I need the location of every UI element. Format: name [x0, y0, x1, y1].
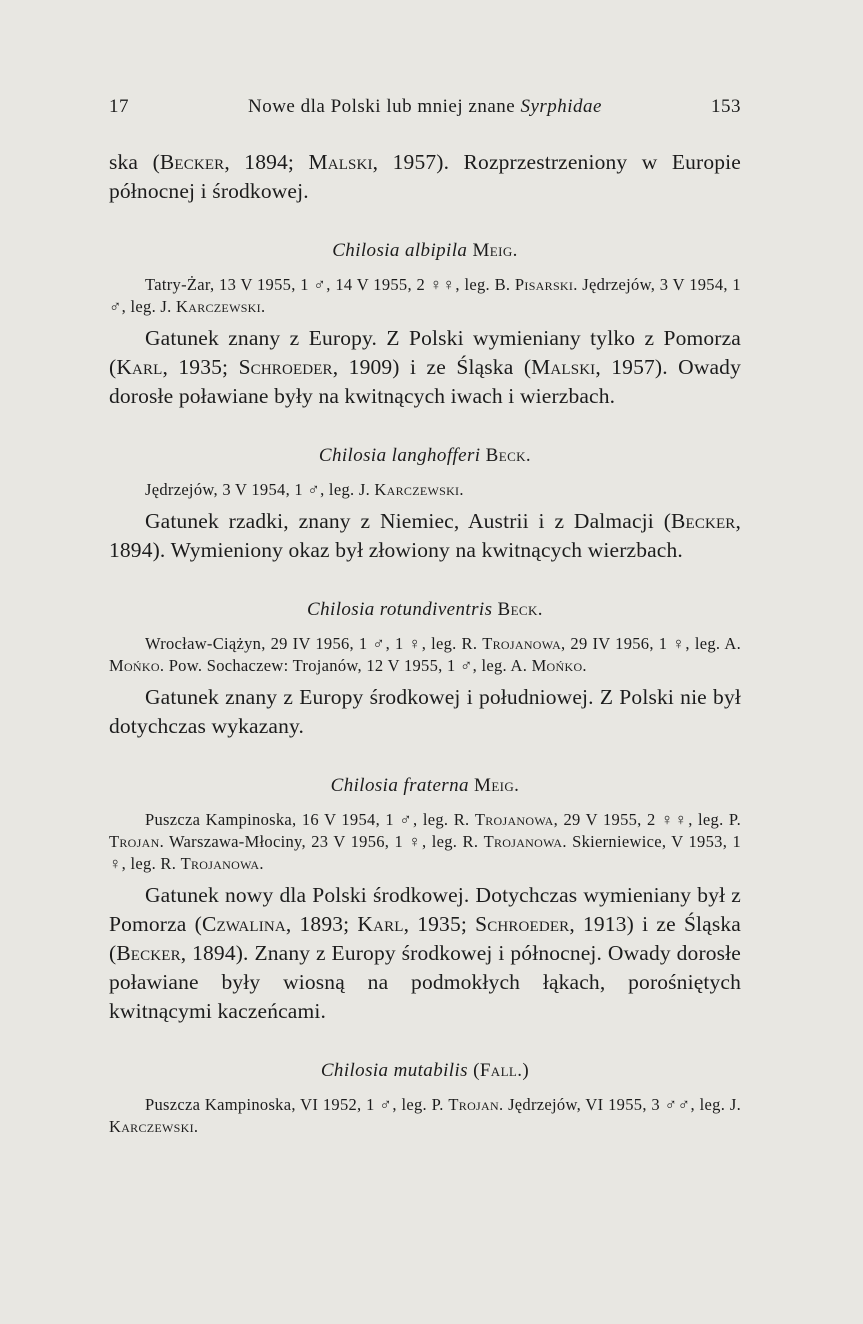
species-heading-fraterna: Chilosia fraterna Meig.	[330, 775, 520, 796]
header-left-number: 17	[109, 96, 129, 117]
author-ref: Malski	[308, 150, 373, 174]
species-heading-langhofferi: Chilosia langhofferi Beck.	[318, 445, 532, 466]
species-heading-rotundiventris: Chilosia rotundiventris Beck.	[307, 599, 543, 620]
specimen-record-langhofferi: Jędrzejów, 3 V 1954, 1 ♂, leg. J. Karczewski.	[145, 480, 464, 499]
running-header	[109, 96, 741, 126]
species-note-rotundiventris: Gatunek znany z Europy środkowej i południowej. Z Polski nie był dotychczas wykazany.	[109, 685, 741, 738]
page-number: 153	[711, 96, 741, 117]
species-note-fraterna: Gatunek nowy dla Polski środkowej. Dotychczas wymieniany był z Pomorza (Czwalina, 1893; Karl, 1935; Schroeder, 1913) i ze Śląska (Becker, 1894). Znany z Europy środkowej i północnej. Owady dorosłe poławiane były wiosną na podmokłych łąkach, porośniętych kwitnącymi kaczeńcami.	[109, 883, 741, 1023]
author-ref: Becker	[159, 150, 225, 174]
species-note-langhofferi: Gatunek rzadki, znany z Niemiec, Austrii i z Dalmacji (Becker, 1894). Wymieniony okaz był złowiony na kwitnących wierzbach.	[109, 509, 741, 562]
species-heading-albipila: Chilosia albipila Meig.	[332, 240, 518, 261]
specimen-record-albipila: Tatry-Żar, 13 V 1955, 1 ♂, 14 V 1955, 2 ♀♀, leg. B. Pisarski. Jędrzejów, 3 V 1954, 1 ♂, leg. J. Karczewski.	[109, 275, 741, 316]
species-note-albipila: Gatunek znany z Europy. Z Polski wymieniany tylko z Pomorza (Karl, 1935; Schroeder, 1909) i ze Śląska (Malski, 1957). Owady dorosłe poławiane były na kwitnących iwach i wierzbach.	[109, 326, 741, 408]
species-heading-mutabilis: Chilosia mutabilis (Fall.)	[320, 1060, 530, 1081]
running-title-italic: Syrphidae	[520, 96, 602, 117]
running-title: Nowe dla Polski lub mniej znane Syrphidae	[247, 96, 602, 117]
intro-paragraph: ska (Becker, 1894; Malski, 1957). Rozprzestrzeniony w Europie północnej i środkowej.	[109, 150, 741, 203]
page-body	[109, 148, 741, 1138]
specimen-record-fraterna: Puszcza Kampinoska, 16 V 1954, 1 ♂, leg. R. Trojanowa, 29 V 1955, 2 ♀♀, leg. P. Trojan. Warszawa-Młociny, 23 V 1956, 1 ♀, leg. R. Trojanowa. Skierniewice, V 1953, 1 ♀, leg. R. Trojanowa.	[109, 810, 742, 873]
specimen-record-rotundiventris: Wrocław-Ciążyn, 29 IV 1956, 1 ♂, 1 ♀, leg. R. Trojanowa, 29 IV 1956, 1 ♀, leg. A. Mońko. Pow. Sochaczew: Trojanów, 12 V 1955, 1 ♂, leg. A. Mońko.	[109, 634, 741, 675]
specimen-record-mutabilis: Puszcza Kampinoska, VI 1952, 1 ♂, leg. P. Trojan. Jędrzejów, VI 1955, 3 ♂♂, leg. J. Karczewski.	[109, 1095, 741, 1136]
